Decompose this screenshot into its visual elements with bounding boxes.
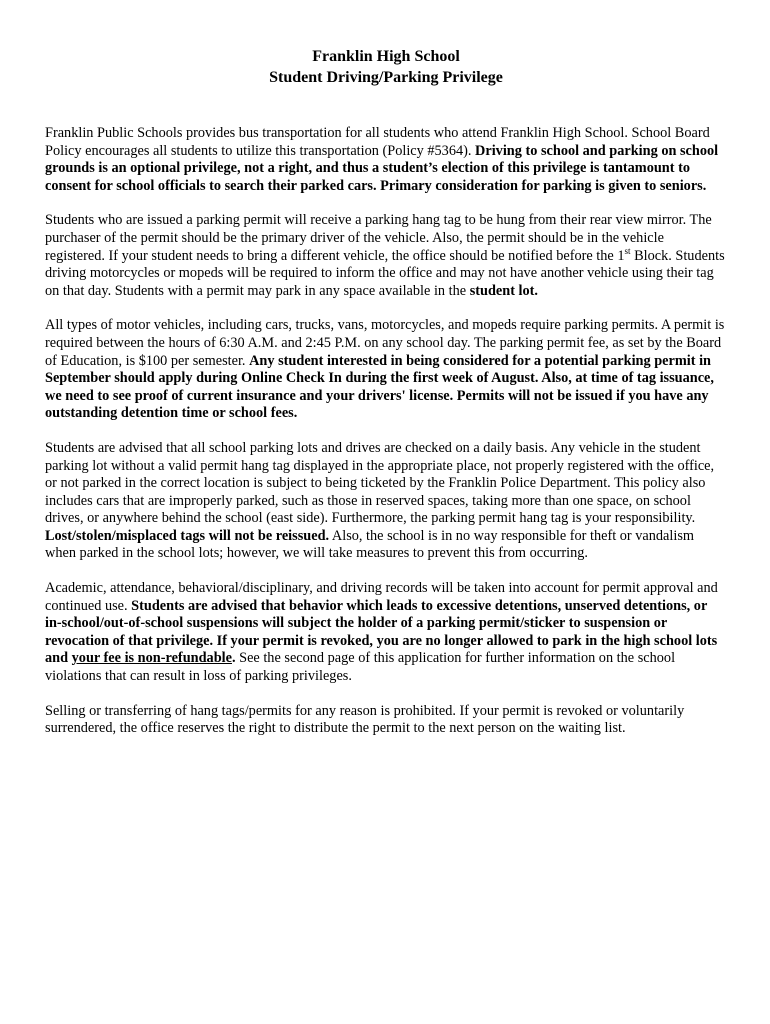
paragraph-permit-requirements xyxy=(45,317,727,423)
paragraph-bold-text: . xyxy=(231,650,236,667)
superscript-text: st xyxy=(624,245,631,256)
document-subtitle: Student Driving/Parking Privilege xyxy=(269,69,503,86)
paragraph-text: All types of motor vehicles, including cars, trucks, vans, motorcycles, and mopeds require parking permits. A permit is required between the hours of 6:30 A.M. and 2:45 P.M. on any school day. The parking permit fee, as set by the Board of Education, is $100 per semester. xyxy=(45,317,725,369)
paragraph-bold-text: Students are advised that behavior which leads to excessive detentions, unserved detentions, or in-school/out-of-school suspensions will subject the holder of a parking permit/sticker to suspension or revocation of that privilege. If your permit is revoked, you are no longer allowed to park in the high school lots and xyxy=(45,597,718,667)
paragraph-bold-text: student lot. xyxy=(469,282,539,299)
paragraph-text: See the second page of this application for further information on the school violations that can result in loss of parking privileges. xyxy=(45,650,676,685)
paragraph-text: Students are advised that all school parking lots and drives are checked on a daily basis. Any vehicle in the student parking lot without a valid permit hang tag displayed in the appropriate place, not properly registered with the office, or not parked in the correct location is subject to being ticketed by the Franklin Police Department. This policy also includes cars that are improperly parked, such as those in reserved spaces, taking more than one space, on school drives, or anywhere behind the school (east side). Furthermore, the parking permit hang tag is your responsibility. xyxy=(45,439,715,527)
paragraph-transfer-prohibited xyxy=(45,703,727,738)
paragraph-text: Students who are issued a parking permit will receive a parking hang tag to be hung from their rear view mirror. The purchaser of the permit should be the primary driver of the vehicle. Also, the permit should be in the vehicle registered. If your student needs to bring a different vehicle, the office should be notified before the 1 xyxy=(45,212,712,264)
paragraph-hang-tag xyxy=(45,212,727,300)
paragraph-bold-underlined-text xyxy=(72,650,232,666)
title-block xyxy=(45,46,727,88)
document-page xyxy=(45,46,727,755)
paragraph-bold-text: Driving to school and parking on school grounds is an optional privilege, not a right, and thus a student’s election of this privilege is tantamount to consent for school officials to search their parked cars. Primary consideration for parking is given to seniors. xyxy=(45,142,719,194)
paragraph-lot-enforcement xyxy=(45,440,727,563)
paragraph-text: Also, the school is in no way responsible for theft or vandalism when parked in the school lots; however, we will take measures to prevent this from occurring. xyxy=(45,527,695,562)
paragraph-text: Franklin Public Schools provides bus transportation for all students who attend Franklin High School. School Board Policy encourages all students to utilize this transportation (Policy #5364). xyxy=(45,125,710,159)
document-title: Franklin High School xyxy=(312,48,460,65)
paragraph-bold-text: Lost/stolen/misplaced tags will not be reissued. xyxy=(45,527,330,544)
paragraph-text: Selling or transferring of hang tags/permits for any reason is prohibited. If your permit is revoked or voluntarily surrendered, the office reserves the right to distribute the permit to the next person on the waiting list. xyxy=(45,702,685,737)
paragraph-text: Academic, attendance, behavioral/disciplinary, and driving records will be taken into account for permit approval and continued use. xyxy=(45,580,718,614)
paragraph-transportation-policy xyxy=(45,125,727,195)
paragraph-bold-text: Any student interested in being considered for a potential parking permit in September should apply during Online Check In during the first week of August. Also, at time of tag issuance, we need to see proof of current insurance and your drivers' license. Permits will not be issued if you have any outstanding detention time or school fees. xyxy=(45,352,714,422)
paragraph-records-and-revocation xyxy=(45,580,727,686)
non-refundable-notice: your fee is non-refundable xyxy=(71,650,232,667)
paragraph-text: Block. Students driving motorcycles or mopeds will be required to inform the office and may not have another vehicle using their tag on that day. Students with a permit may park in any space available in the xyxy=(45,247,725,299)
